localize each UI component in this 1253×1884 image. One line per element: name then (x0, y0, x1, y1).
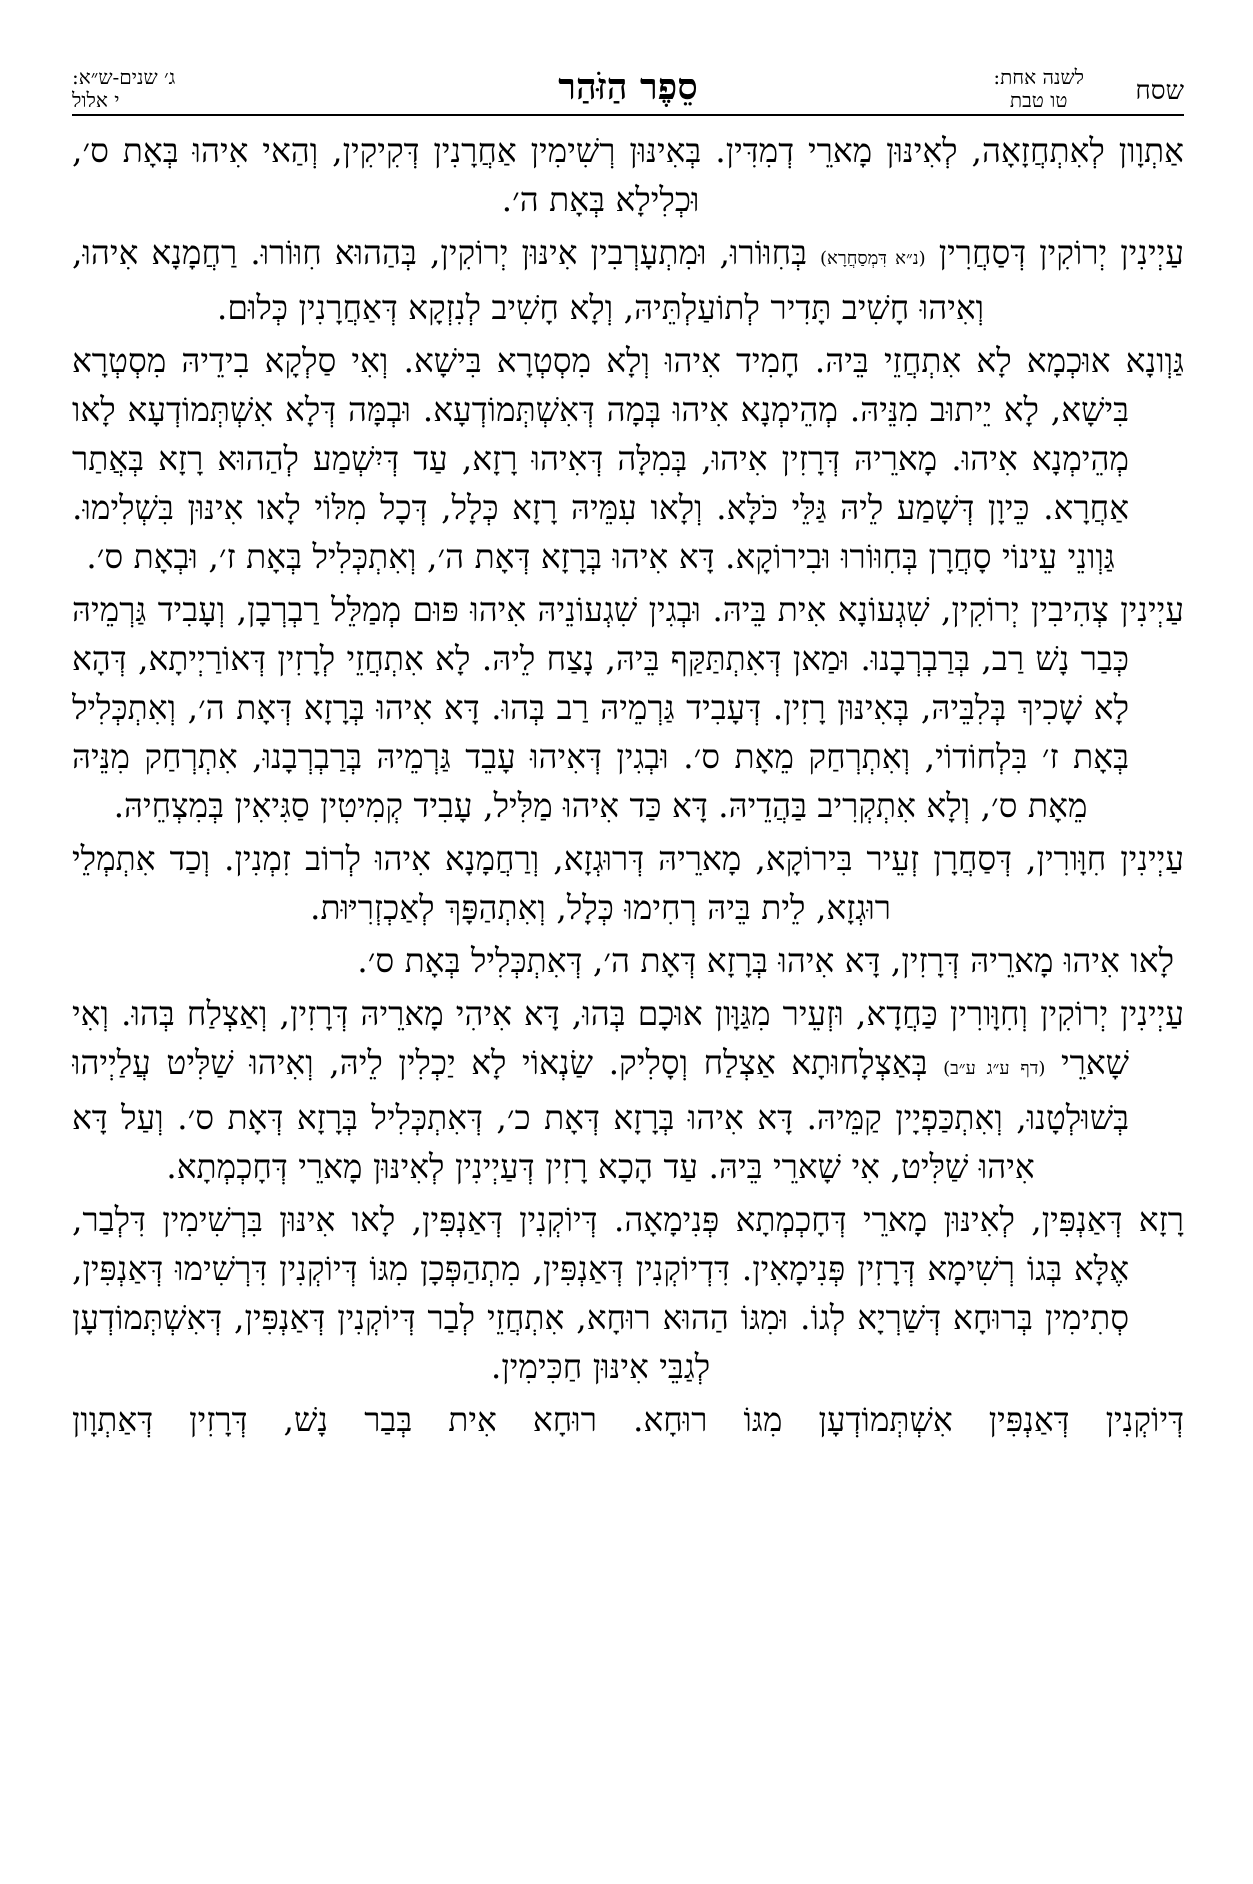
paragraph-3: גַּוְונָא אוּכְמָא לָא אִתְחֲזֵי בֵּיהּ. חָמִיד אִיהוּ וְלָא מִסְטְרָא בִּישָׁא. וְאִי סַלְקָא בִידֵיהּ מִסְטְרָא בִּישָׁא, לָא יֵיתוּב מִנֵּיהּ. מְהֵימְנָא אִיהוּ בְּמָה דְּאִשְׁתְּמוֹדְעָא. וּבְמָּה דְּלָא אִשְׁתְּמוֹדְעָא לָאו מְהֵימְנָא אִיהוּ. מָארֵיהּ דְּרָזִין אִיהוּ, בְּמִלָּה דְּאִיהוּ רָזָא, עַד דְּיִשְׁמַע לְהַהוּא רָזָא בְּאֲתַר אַחֲרָא. כֵּיוָן דְּשָׁמַע לֵיהּ גַּלֵּי כֹּלָּא. וְלָאו עִמֵּיהּ רָזָא כְּלָל, דְּכָל מִלּוֹי לָאו אִינּוּן בִּשְׁלִימוּ. גַּוְונֵי עֵינוֹי סָחֲרָן בְּחִוּוֹרוּ וּבִירוֹקָא. דָּא אִיהוּ בְּרָזָא דְּאָת ה׳, וְאִתְכְּלִיל בְּאָת ז׳, וּבְאָת ס׳. (72, 341, 1184, 576)
paragraph-8: רָזָא דְּאַנְפִּין, לְאִינּוּן מָארֵי דְּחָכְמְתָא פְּנִימָאָה. דְּיוֹקְנִין דְּאַנְפִּין, לָאו אִינּוּן בִּרְשִׁימִין דִּלְבַר, אֶלָּא בְּגוֹ רְשִׁימָא דְּרָזִין פְּנִימָאִין. דִּדְיוֹקְנִין דְּאַנְפִּין, מִתְהַפְּכָן מִגּוֹ דְּיוֹקְנִין דִּרְשִׁימוּ דְּאַנְפִּין, סְתִימִין בְּרוּחָא דְּשַׁרְיָא לְגוֹ. וּמִגּוֹ הַהוּא רוּחָא, אִתְחֲזֵי לְבַר דְּיוֹקְנִין דְּאַנְפִּין, דְּאִשְׁתְּמוֹדְעָן לְגַבֵּי אִינּוּן חַכִּימִין. (72, 1200, 1184, 1386)
variant-reading-note: (נ״א דִּמְסַחֲרָא) (820, 248, 926, 269)
paragraph-4: עַיְינִין צְהִיבִין יְרוֹקִין, שִׁגְעוֹנָא אִית בֵּיהּ. וּבְגִין שִׁגְעוֹנֵיהּ אִיהוּ פּוּם מְמַלֵּל רַבְרְבָן, וְעָבִיד גַּרְמֵיהּ כְּבַר נָשׁ רַב, בְּרַבְרְבָנוּ. וּמַאן דְּאִתְתַּקַּף בֵּיהּ, נָצַח לֵיהּ. לָא אִתְחֲזֵי לְרָזִין דְּאוֹרַיְיתָא, דְּהָא לָא שָׁכִיךְ בְּלִבֵּיהּ, בְּאִינּוּן רָזִין. דְּעָבִיד גַּרְמֵיהּ רַב בְּהוּ. דָּא אִיהוּ בְּרָזָא דְּאָת ה׳, וְאִתְכְּלִיל בְּאָת ז׳ בִּלְחוֹדוֹי, וְאִתְרְחַק מֵאָת ס׳. וּבְגִין דְּאִיהוּ עָבֵד גַּרְמֵיהּ בְּרַבְרְבָנוּ, אִתְרְחַק מִנֵּיהּ מֵאָת ס׳, וְלָא אִתְקְרִיב בַּהֲדֵיהּ. דָּא כַּד אִיהוּ מַלִּיל, עָבִיד קְמִיטִין סַגִּיאִין בְּמִצְחֵיהּ. (72, 590, 1184, 825)
book-title: סֵפֶר הַזֹּהַר (558, 66, 698, 108)
page-reference-note: (דף ע״ג ע״ב) (943, 1058, 1046, 1079)
paragraph-7-part-a: עַיְינִין יְרוֹקִין וְחִוָּורִין כַּחֲדָא, וּזְעֵיר מִגַּוָּון אוּכָם בְּהוּ, דָּא אִיהִי מָארֵיהּ דְּרָזִין, וְאַצְלַח בְּהוּ. וְאִי שָׁארֵי (72, 994, 1184, 1082)
header-right-line2: טו טבת (1009, 88, 1068, 112)
main-text (72, 126, 1184, 1444)
paragraph-2-part-a: עַיְינִין יְרוֹקִין דְּסַחֲרִין (938, 233, 1184, 272)
paragraph-5: עַיְינִין חִוָּורִין, דְּסַחֲרָן זְעֵיר בִּירוֹקָא, מָארֵיהּ דְּרוּגְזָא, וְרַחֲמָנָא אִיהוּ לְרוֹב זִמְנִין. וְכַד אִתְמְלֵי רוּגְזָא, לֵית בֵּיהּ רְחִימוּ כְּלָל, וְאִתְהַפָּךְ לְאַכְזְרִיּוּת. (72, 839, 1184, 927)
paragraph-7-part-b: בְּאַצְלָחוּתָא אַצְלַח וְסָלִיק. שַׂנְאוֹי לָא יַכְלִין לֵיהּ, וְאִיהוּ שַׁלִּיט עֲלַיְיהוּ בְּשׁוּלְטָנוּ, וְאִתְכַּפְיָין קַמֵּיהּ. דָּא אִיהוּ בְּרָזָא דְּאָת כ׳, דְּאִתְכְּלִיל בְּרָזָא דְּאָת ס׳. וְעַל דָּא אִיהוּ שַׁלִּיט, אִי שָׁארֵי בֵּיהּ. עַד הָכָא רָזִין דְּעַיְינִין לְאִינּוּן מָארֵי דְּחָכְמְתָא. (72, 1043, 1129, 1186)
paragraph-1: אַתְוָון לְאִתְחֲזָאָה, לְאִינּוּן מָארֵי דְמִדִּין. בְּאִינּוּן רְשִׁימִין אַחֲרָנִין דְּקִיקִין, וְהַאי אִיהוּ בְּאָת ס׳, וּכְלִילָא בְּאָת ה׳. (72, 131, 1184, 219)
paragraph-2 (72, 228, 1184, 332)
paragraph-2-part-b: בְּחִוּוֹרוּ, וּמִתְעָרְבִין אִינּוּן יְרוֹקִין, בְּהַהוּא חִוּוֹרוּ. רַחֲמָנָא אִיהוּ, וְאִיהוּ חָשִׁיב תָּדִיר לְתוֹעַלְתֵּיהּ, וְלָא חָשִׁיב לְנִזְקָא דְּאַחֲרָנִין כְּלוּם. (72, 233, 985, 327)
paragraph-9: דְּיוֹקְנִין דְּאַנְפִּין אִשְׁתְּמוֹדְעָן מִגּוֹ רוּחָא. רוּחָא אִית בְּבַר נָשׁ, דְּרָזִין דְּאַתְוָון (72, 1400, 1184, 1439)
header-right-line1: לשנה אחת: (993, 65, 1084, 89)
header-left-line2: י אלול (72, 88, 120, 112)
page-number: שסח (1135, 76, 1184, 106)
header-left-line1: ג׳ שנים-ש״א: (72, 65, 176, 89)
paragraph-7 (72, 989, 1184, 1191)
page (72, 62, 1184, 1852)
header-left-info (72, 66, 175, 112)
page-header (72, 62, 1184, 116)
paragraph-6: לָאו אִיהוּ מָארֵיהּ דְּרָזִין, דָּא אִיהוּ בְּרָזָא דְּאָת ה׳, דְּאִתְכְּלִיל בְּאָת ס׳. (357, 941, 1174, 980)
